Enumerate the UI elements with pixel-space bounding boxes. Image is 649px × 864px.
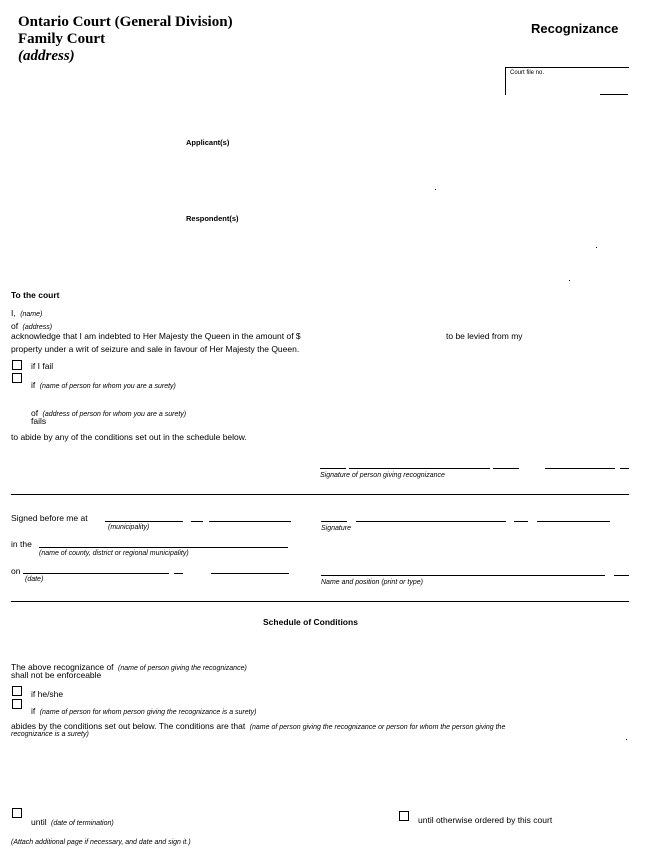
until-date-checkbox[interactable] xyxy=(12,808,22,818)
county-field[interactable] xyxy=(39,547,288,548)
speck xyxy=(596,247,597,248)
signed-before-label: Signed before me at xyxy=(11,513,88,523)
witness-sig-line[interactable] xyxy=(537,521,610,522)
giving-sig-line[interactable] xyxy=(545,468,615,469)
until-ordered-checkbox[interactable] xyxy=(399,811,409,821)
attach-note: (Attach additional page if necessary, and date and sign it.) xyxy=(11,839,191,846)
name-position-field[interactable] xyxy=(614,575,629,576)
date-field[interactable] xyxy=(23,573,169,574)
speck xyxy=(569,280,570,281)
county-hint: (name of county, district or regional municipality) xyxy=(39,550,189,557)
person-hint: (name of person giving the recognizance) xyxy=(118,665,247,672)
address-hint: (address) xyxy=(22,324,53,331)
date-hint: (date) xyxy=(25,576,44,583)
municipality-field[interactable] xyxy=(191,521,203,522)
until-label: until xyxy=(31,817,47,827)
levied-text: to be levied from my xyxy=(446,331,523,341)
speck xyxy=(435,189,436,190)
on-label: on xyxy=(11,566,21,576)
above-text: The above recognizance of xyxy=(11,662,114,672)
termination-hint: (date of termination) xyxy=(51,820,114,827)
until-date-line xyxy=(31,812,114,830)
municipality-hint: (municipality) xyxy=(108,524,150,531)
court-division: Family Court xyxy=(18,31,106,47)
if-heshe-label: if he/she xyxy=(31,689,64,699)
name-hint: (name) xyxy=(20,311,43,318)
if-heshe-checkbox[interactable] xyxy=(12,686,22,696)
schedule-heading: Schedule of Conditions xyxy=(263,617,358,627)
if-i-fail-checkbox[interactable] xyxy=(12,360,22,370)
applicant-label: Applicant(s) xyxy=(186,138,230,147)
court-address: (address) xyxy=(18,48,75,64)
if-label: if xyxy=(31,380,36,390)
court-file-label: Court file no. xyxy=(510,70,545,76)
conditions-hint-1: (name of person giving the recognizance or person for whom the person giving the xyxy=(249,724,506,731)
fails-label: fails xyxy=(31,416,47,426)
surety-name-hint: (name of person for whom you are a surety) xyxy=(39,383,176,390)
schedule-surety-checkbox[interactable] xyxy=(12,699,22,709)
property-line: property under a writ of seizure and sale in favour of Her Majesty the Queen. xyxy=(11,344,300,354)
name-position-label: Name and position (print or type) xyxy=(321,579,423,586)
giving-sig-line[interactable] xyxy=(349,468,490,469)
surety-address-hint: (address of person for whom you are a surety) xyxy=(42,411,187,418)
section-divider xyxy=(11,601,629,602)
if-i-fail-label: if I fail xyxy=(31,361,54,371)
conditions-hint-2: recognizance is a surety) xyxy=(11,731,89,738)
to-the-court: To the court xyxy=(11,290,60,300)
witness-sig-line[interactable] xyxy=(321,521,347,522)
giving-sig-line[interactable] xyxy=(620,468,629,469)
giving-sig-label: Signature of person giving recognizance xyxy=(320,472,445,479)
municipality-field[interactable] xyxy=(105,521,183,522)
of-label: of xyxy=(11,321,19,331)
acknowledge-line: acknowledge that I am indebted to Her Majesty the Queen in the amount of $ xyxy=(11,331,301,341)
i-label: I, xyxy=(11,308,16,318)
of-label-2: of xyxy=(31,408,39,418)
date-field[interactable] xyxy=(174,573,183,574)
giving-sig-line[interactable] xyxy=(493,468,519,469)
schedule-surety-hint: (name of person for whom person giving the recognizance is a surety) xyxy=(39,709,257,716)
witness-sig-line[interactable] xyxy=(514,521,528,522)
surety-line xyxy=(31,375,176,393)
date-field[interactable] xyxy=(211,573,289,574)
respondent-label: Respondent(s) xyxy=(186,214,239,223)
name-position-field[interactable] xyxy=(321,575,605,576)
abides-text: abides by the conditions set out below. The conditions are that xyxy=(11,721,246,731)
court-name: Ontario Court (General Division) xyxy=(18,14,233,30)
until-ordered-label: until otherwise ordered by this court xyxy=(418,815,553,825)
court-file-line xyxy=(600,94,628,95)
surety-checkbox[interactable] xyxy=(12,373,22,383)
section-divider xyxy=(11,494,629,495)
signature-label: Signature xyxy=(321,525,351,532)
not-enforceable: shall not be enforceable xyxy=(11,670,102,680)
schedule-if-label: if xyxy=(31,706,36,716)
abide-line: to abide by any of the conditions set out in the schedule below. xyxy=(11,432,247,442)
giving-sig-line[interactable] xyxy=(320,468,346,469)
speck xyxy=(626,739,627,740)
in-the-label: in the xyxy=(11,539,32,549)
surety-address-line xyxy=(31,403,186,421)
form-title: Recognizance xyxy=(531,21,619,36)
municipality-field[interactable] xyxy=(209,521,291,522)
witness-sig-line[interactable] xyxy=(356,521,506,522)
